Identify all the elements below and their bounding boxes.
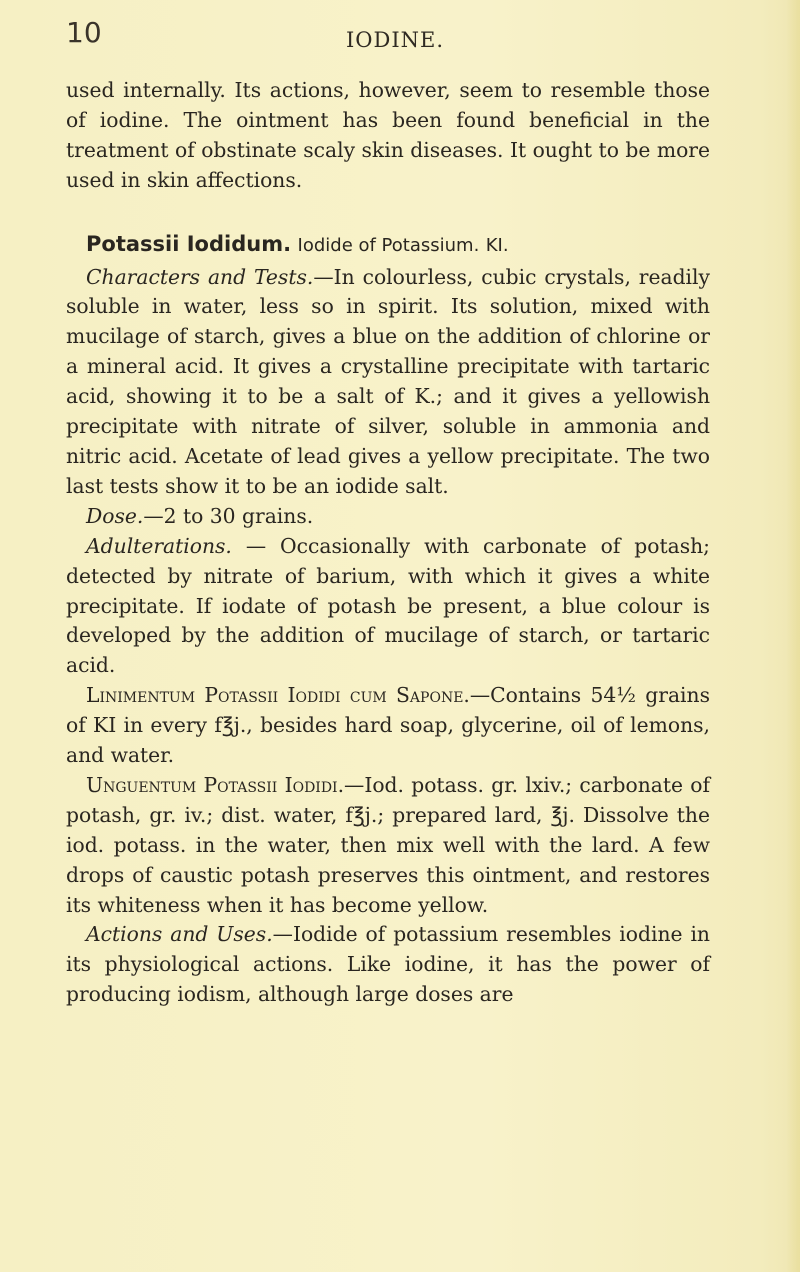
paragraph-dose bbox=[66, 502, 710, 532]
body-text bbox=[66, 76, 710, 1010]
dose-text: —2 to 30 grains. bbox=[143, 503, 314, 528]
adulterations-label: Adulterations. bbox=[86, 533, 232, 558]
page-header bbox=[66, 16, 766, 56]
paragraph-continuation: used internally. Its actions, however, seem to resemble those of iodine. The ointment has been found beneficial in the treatment of obstinate scaly skin diseases. It ought to be more used in skin affections. bbox=[66, 78, 710, 192]
paragraph-unguentum bbox=[66, 771, 710, 921]
linimentum-text: —Contains 54½ grains of KI in every f℥j., besides hard soap, glycerine, oil of lemons, and water. bbox=[66, 683, 711, 768]
adulterations-text: — Occasionally with carbonate of potash; detected by nitrate of barium, with which it gives a white precipitate. If iodate of potash be present, a blue colour is developed by the addition of mucilage of starch, or tartaric acid. bbox=[66, 533, 710, 678]
heading-formula: KI. bbox=[485, 234, 509, 256]
unguentum-text: —Iod. potass. gr. lxiv.; carbonate of potash, gr. iv.; dist. water, f℥j.; prepared lard, ℥j. Dissolve the iod. potass. in the water, then mix well with the lard. A few drops of caustic potash preserves this ointment, and restores its whiteness when it has become yellow. bbox=[66, 772, 710, 917]
section-heading bbox=[66, 230, 710, 261]
dose-label: Dose. bbox=[86, 503, 144, 528]
running-head: IODINE. bbox=[346, 28, 445, 52]
heading-title: Potassii Iodidum. bbox=[86, 231, 292, 256]
heading-subtitle: Iodide of Potassium. bbox=[297, 234, 480, 256]
page-edge-shadow bbox=[786, 0, 800, 1272]
unguentum-label: Unguentum Potassii Iodidi. bbox=[86, 772, 345, 797]
paragraph-adulterations bbox=[66, 532, 710, 682]
actions-label: Actions and Uses. bbox=[86, 922, 273, 947]
characters-label: Characters and Tests. bbox=[86, 264, 314, 289]
actions-text: —Iodide of potassium resembles iodine in its physiological actions. Like iodine, it has the power of producing iodism, although large doses are bbox=[66, 922, 710, 1007]
characters-text: —In colourless, cubic crystals, readily soluble in water, less so in spirit. Its solution, mixed with mucilage of starch, gives a blue on the addition of chlorine or a mineral acid. It gives a crystalline precipitate with tartaric acid, showing it to be a salt of K.; and it gives a yellowish precipitate with nitrate of silver, soluble in ammonia and nitric acid. Acetate of lead gives a yellow precipitate. The two last tests show it to be an iodide salt. bbox=[66, 264, 710, 498]
page-number: 10 bbox=[66, 16, 102, 49]
linimentum-label: Linimentum Potassii Iodidi cum Sapone. bbox=[86, 683, 470, 708]
paragraph-actions bbox=[66, 920, 710, 1010]
paragraph-characters bbox=[66, 263, 710, 502]
paragraph-linimentum bbox=[66, 681, 710, 771]
